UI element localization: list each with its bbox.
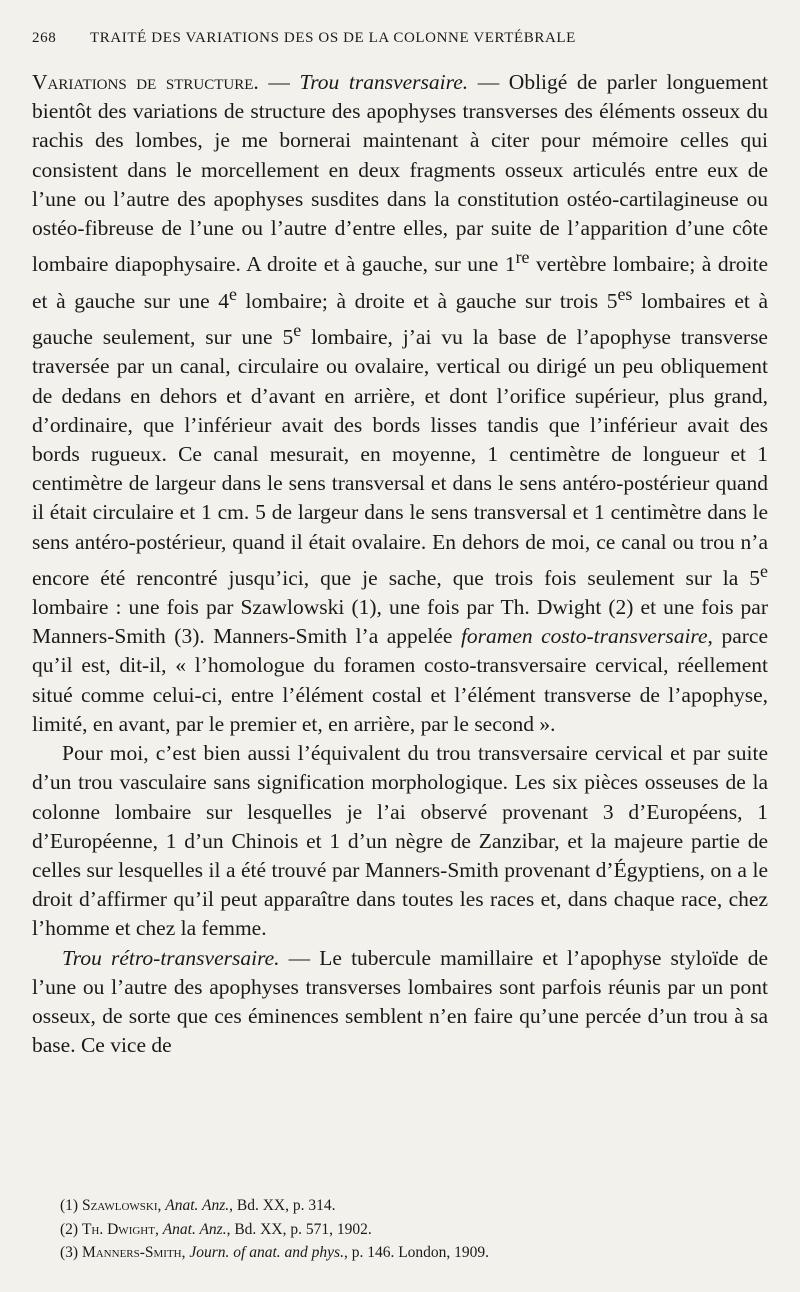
- footnote-sep: ,: [181, 1244, 190, 1261]
- text-run: lombaires et à gauche seulement, sur une: [32, 288, 768, 350]
- text-run: lombaire : une fois par Szawlowski (1), une fois par Th. Dwight (2) et une fois par Manners-Smith (3). Manners-Smith l’a appelée: [32, 595, 768, 649]
- text-run: — Obligé de parler longuement bientôt des variations de structure des apophyses transverses des éléments osseux du rachis des lombes, je me bornerai maintenant à citer pour mémoire celles qui consistent dans le morcellement en deux fragments osseux articulés entre eux de l’une ou l’autre des apophyses susdites dans la constitution ostéo-cartilagineuse ou ostéo-fibreuse de l’une ou l’autre d’entre elles, par suite de l’apparition d’une côte lombaire diapophysaire. A droite et à gauche, sur une: [32, 70, 769, 277]
- footnote-author: Manners-Smith: [81, 1244, 182, 1261]
- footnote: [60, 1241, 768, 1265]
- footnote-number: (3): [60, 1244, 82, 1261]
- ordinal-suffix: e: [228, 283, 237, 304]
- footnote: [60, 1194, 768, 1218]
- footnote-journal: Anat. Anz.: [165, 1197, 230, 1214]
- paragraph-equivalent: Pour moi, c’est bien aussi l’équivalent du trou transversaire cervical et par suite d’un trou vasculaire sans signification morphologique. Les six pièces osseuses de la colonne lombaire sur lesquelles je l’ai observé provenant 3 d’Européens, 1 d’Européenne, 1 d’un Chinois et 1 d’un nègre de Zanzibar, et la majeure partie de celles sur lesquelles il a été trouvé par Manners-Smith provenant d’Égyptiens, on a le droit d’affirmer qu’il peut apparaître dans toutes les races et, dans chaque race, chez l’homme et chez la femme.: [32, 741, 768, 941]
- main-text: [32, 68, 768, 1060]
- ordinal-suffix: es: [617, 283, 633, 304]
- running-title: TRAITÉ DES VARIATIONS DES OS DE LA COLONNE VERTÉBRALE: [90, 30, 576, 46]
- text-run: , parce qu’il est, dit-il, « l’homologue du foramen costo-transversaire cervical, réellement situé comme celui-ci, entre l’élément costal et l’élément transverse de l’apophyse, limité, en avant, par le premier et, en arrière, par le second ».: [32, 624, 768, 736]
- ordinal-suffix: e: [760, 560, 768, 581]
- ordinal-number: 5: [606, 288, 618, 313]
- text-run: — Le tubercule mamillaire et l’apophyse styloïde de l’une ou l’autre des apophyses transverses lombaires sont parfois réunis par un pont osseux, de sorte que ces éminences semblent n’en faire qu’une percée d’un trou à sa base. Ce vice de: [32, 945, 768, 1058]
- text-run: vertèbre lombaire; à droite et à gauche sur une: [32, 252, 768, 313]
- paragraph-trou-transversaire: [32, 68, 768, 739]
- text-run: lombaire, j’ai vu la base de l’apophyse transverse traversée par un canal, circulaire ou ovalaire, vertical ou dirigé un peu obliquement de dedans en dehors et d’avant en arrière, et dont l’orifice supérieur, plus grand, d’ordinaire, que l’inférieur avait des bords lisses tandis que l’inférieur avait des bords rugueux. Ce canal mesurait, en moyenne, 1 centimètre de longueur et 1 centimètre de largeur dans le sens transversal et dans le sens antéro-postérieur quand il était circulaire et 1 cm. 5 de largeur dans le sens transversal et 1 centimètre dans le sens antéro-postérieur, quand il était ovalaire. En dehors de moi, ce canal ou trou n’a encore été rencontré jusqu’ici, que je sache, que trois fois seulement sur la: [32, 325, 768, 590]
- footnote-journal: Anat. Anz.: [162, 1220, 227, 1238]
- ordinal-suffix: e: [293, 319, 302, 340]
- footnote-author: Th. Dwight: [81, 1220, 155, 1238]
- footnote-rest: , p. 146. London, 1909.: [343, 1244, 490, 1261]
- heading-dash: —: [258, 70, 300, 94]
- italic-term: foramen costo-transversaire: [460, 624, 708, 649]
- ordinal-number: 4: [218, 288, 229, 313]
- paragraph-trou-retro-transversaire: [32, 944, 768, 1061]
- section-heading: Variations de structure.: [32, 70, 259, 94]
- text-run: lombaire; à droite et à gauche sur trois: [236, 288, 607, 313]
- page-number: 268: [32, 30, 57, 46]
- subsection-heading: Trou transversaire.: [299, 70, 469, 94]
- footnote: [60, 1218, 768, 1242]
- footnote-author: Szawlowski: [81, 1197, 158, 1214]
- footnote-rest: , Bd. XX, p. 571, 1902.: [226, 1220, 372, 1238]
- footnotes: [60, 1194, 768, 1265]
- footnote-rest: , Bd. XX, p. 314.: [229, 1197, 336, 1214]
- footnote-sep: ,: [157, 1197, 166, 1214]
- ordinal-suffix: re: [515, 247, 530, 268]
- ordinal-number: 1: [504, 252, 516, 277]
- footnote-number: (2): [60, 1220, 82, 1238]
- ordinal-number: 5: [749, 565, 761, 590]
- footnote-journal: Journ. of anat. and phys.: [189, 1244, 344, 1261]
- subsection-heading: Trou rétro-transversaire.: [62, 945, 280, 970]
- footnote-number: (1): [60, 1197, 82, 1214]
- footnote-sep: ,: [154, 1220, 163, 1238]
- ordinal-number: 5: [282, 325, 294, 350]
